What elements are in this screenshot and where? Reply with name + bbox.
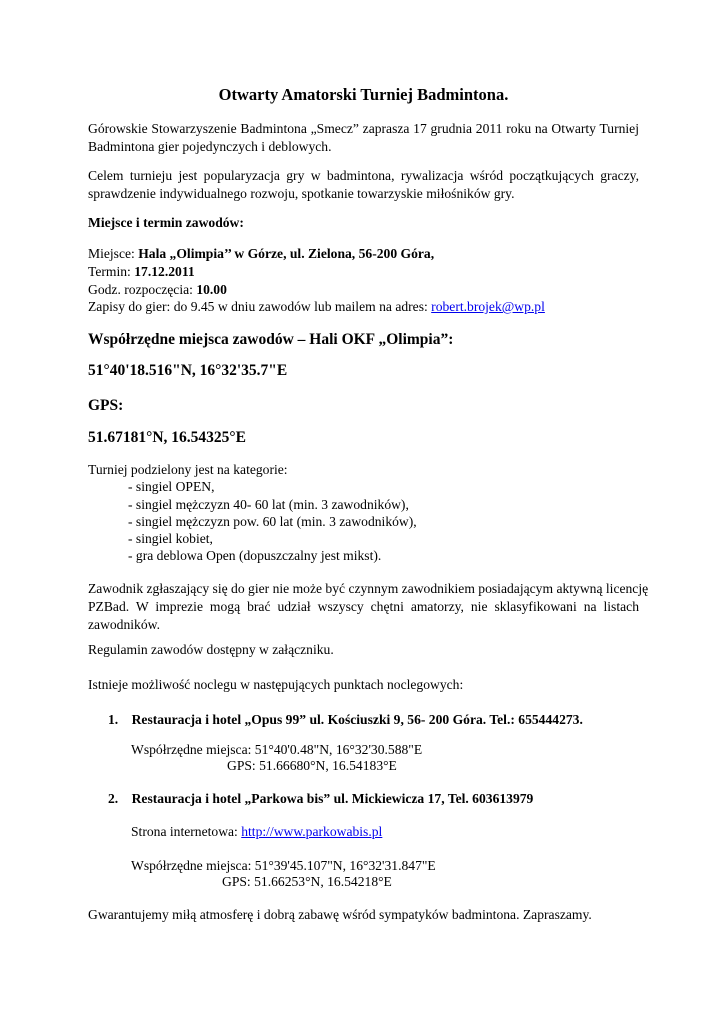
lodging-intro: Istnieje możliwość noclegu w następujących punktach noclegowych: <box>88 677 464 692</box>
venue-date-value: 17.12.2011 <box>134 264 195 279</box>
categories-intro: Turniej podzielony jest na kategorie: <box>88 462 288 477</box>
lodging-coords: Współrzędne miejsca: 51°39'45.107"N, 16°32'31.847"E <box>131 858 436 873</box>
venue-start-value: 10.00 <box>196 282 227 297</box>
website-label: Strona internetowa: <box>131 824 242 839</box>
category-item: - singiel OPEN, <box>128 479 215 494</box>
intro-line-1: Górowskie Stowarzyszenie Badmintona „Smecz” zaprasza 17 grudnia 2011 roku na Otwarty Turniej <box>88 121 639 136</box>
venue-place-value: Hala „Olimpia’’ w Górze, ul. Zielona, 56-200 Góra, <box>138 246 435 261</box>
category-item: - singiel mężczyzn 40- 60 lat (min. 3 zawodników), <box>128 497 409 512</box>
lodging-website <box>131 823 382 841</box>
gps-heading: GPS: <box>88 397 124 414</box>
category-item: - singiel mężczyzn pow. 60 lat (min. 3 zawodników), <box>128 514 417 529</box>
category-item: - gra deblowa Open (dopuszczalny jest mikst). <box>128 548 382 563</box>
intro-paragraph <box>88 120 639 156</box>
goal-paragraph <box>88 167 639 203</box>
license-paragraph <box>88 580 649 634</box>
license-line-2: PZBad. W imprezie mogą brać udział wszyscy chętni amatorzy, nie sklasyfikowani na listach <box>88 599 639 614</box>
coords-heading: Współrzędne miejsca zawodów – Hali OKF „Olimpia”: <box>88 331 454 348</box>
website-link[interactable]: http://www.parkowabis.pl <box>241 824 383 839</box>
venue-date <box>88 263 195 281</box>
venue-date-label: Termin: <box>88 264 135 279</box>
venue-heading: Miejsce i termin zawodów: <box>88 215 244 230</box>
venue-signup <box>88 298 545 316</box>
lodging-number: 2. <box>108 791 119 806</box>
rules-text: Regulamin zawodów dostępny w załączniku. <box>88 642 334 657</box>
lodging-item-2 <box>108 790 533 808</box>
category-item: - singiel kobiet, <box>128 531 213 546</box>
intro-line-2: Badmintona gier pojedynczych i deblowych. <box>88 139 332 154</box>
lodging-number: 1. <box>108 712 119 727</box>
goal-line-2: sprawdzenie indywidualnego rozwoju, spotkanie towarzyskie miłośników gry. <box>88 186 515 201</box>
lodging-name: Restauracja i hotel „Parkowa bis” ul. Mickiewicza 17, Tel. 603613979 <box>131 791 534 806</box>
venue-place <box>88 245 434 263</box>
venue-start <box>88 281 227 299</box>
license-line-1: Zawodnik zgłaszający się do gier nie może być czynnym zawodnikiem posiadającym aktywną licencję <box>88 581 649 596</box>
venue-start-label: Godz. rozpoczęcia: <box>88 282 197 297</box>
lodging-gps: GPS: 51.66253°N, 16.54218°E <box>222 874 392 889</box>
closing-text: Gwarantujemy miłą atmosferę i dobrą zabawę wśród sympatyków badmintona. Zapraszamy. <box>88 907 592 922</box>
page-title: Otwarty Amatorski Turniej Badmintona. <box>218 85 509 104</box>
license-line-3: zawodników. <box>88 617 160 632</box>
coords-dms: 51°40'18.516"N, 16°32'35.7"E <box>88 362 288 379</box>
venue-place-label: Miejsce: <box>88 246 139 261</box>
lodging-coords: Współrzędne miejsca: 51°40'0.48"N, 16°32'30.588"E <box>131 742 423 757</box>
signup-email-link[interactable]: robert.brojek@wp.pl <box>431 299 545 314</box>
lodging-name: Restauracja i hotel „Opus 99” ul. Kościuszki 9, 56- 200 Góra. Tel.: 655444273. <box>131 712 583 727</box>
lodging-gps: GPS: 51.66680°N, 16.54183°E <box>227 758 397 773</box>
lodging-item-1 <box>108 711 583 729</box>
goal-line-1: Celem turnieju jest popularyzacja gry w badmintona, rywalizacja wśród początkujących graczy, <box>88 168 639 183</box>
venue-signup-text: Zapisy do gier: do 9.45 w dniu zawodów lub mailem na adres: <box>88 299 432 314</box>
gps-value: 51.67181°N, 16.54325°E <box>88 429 246 446</box>
